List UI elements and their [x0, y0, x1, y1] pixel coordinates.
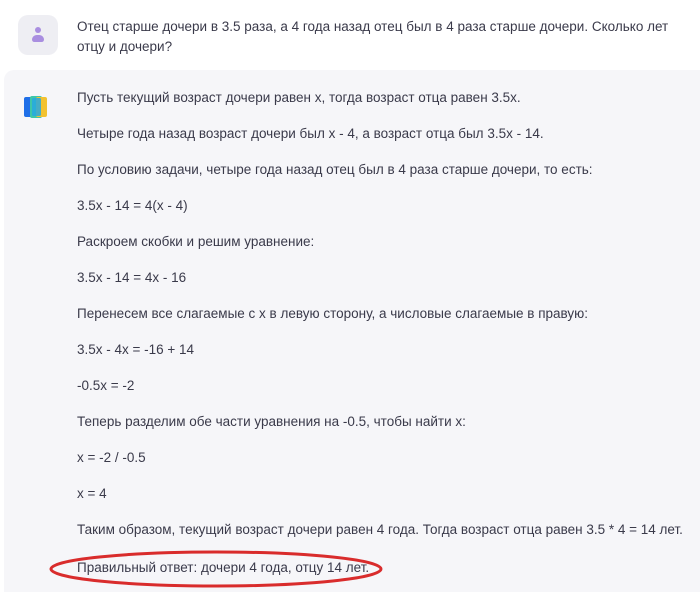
solution-line-7: Таким образом, текущий возраст дочери равен 4 года. Тогда возраст отца равен 3.5 * 4 = 14 лет. [77, 522, 683, 537]
equation-line-3: 3.5x - 4x = -16 + 14 [77, 342, 195, 357]
equation-line-4: -0.5x = -2 [77, 378, 135, 393]
answer-line: Правильный ответ: дочери 4 года, отцу 14 лет. [77, 560, 370, 575]
equation-line-5: x = -2 / -0.5 [77, 450, 146, 465]
assistant-message [4, 70, 700, 592]
highlight-oval [48, 549, 384, 589]
user-avatar [18, 15, 58, 55]
user-icon-body [32, 35, 44, 42]
user-message [0, 0, 700, 70]
solution-line-2: Четыре года назад возраст дочери был x - 4, а возраст отца был 3.5x - 14. [77, 126, 544, 141]
user-icon [35, 27, 41, 33]
solution-line-6: Теперь разделим обе части уравнения на -0.5, чтобы найти x: [77, 414, 466, 429]
solution-line-4: Раскроем скобки и решим уравнение: [77, 234, 315, 249]
solution-line-1: Пусть текущий возраст дочери равен x, тогда возраст отца равен 3.5x. [77, 90, 521, 105]
equation-line-2: 3.5x - 14 = 4x - 16 [77, 270, 187, 285]
solution-line-5: Перенесем все слагаемые с x в левую сторону, а числовые слагаемые в правую: [77, 306, 589, 321]
layered-cards-logo-icon [23, 94, 49, 120]
solution-line-3: По условию задачи, четыре года назад отец был в 4 раза старше дочери, то есть: [77, 162, 593, 177]
equation-line-6: x = 4 [77, 486, 107, 501]
equation-line-1: 3.5x - 14 = 4(x - 4) [77, 198, 188, 213]
user-message-text: Отец старше дочери в 3.5 раза, а 4 года назад отец был в 4 раза старше дочери. Сколько лет отцу и дочери? [77, 19, 669, 54]
